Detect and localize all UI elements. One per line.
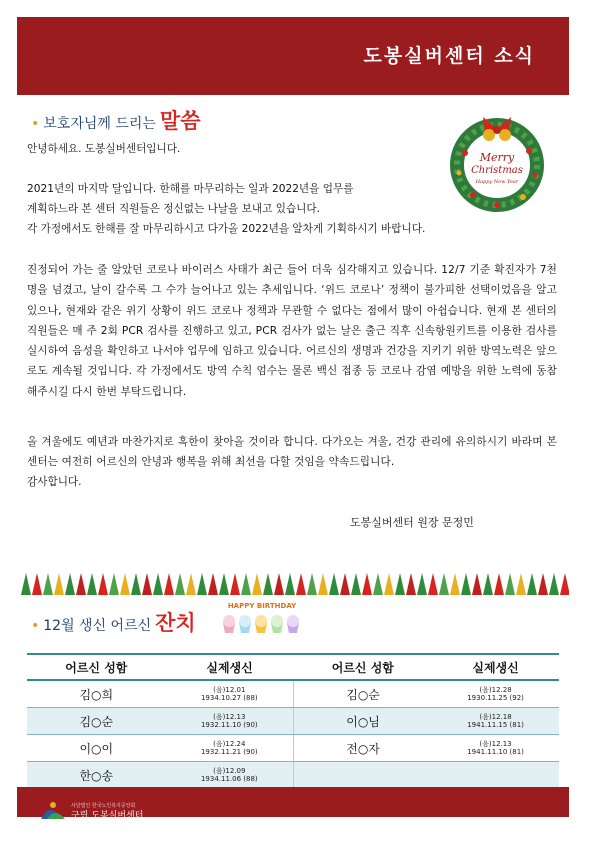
- center-logo: [39, 797, 169, 823]
- elder-name: 한○송: [27, 762, 166, 789]
- bullet-icon: •: [31, 116, 40, 132]
- elder-name: 김○희: [27, 680, 166, 708]
- letter-paragraph-3: 진정되어 가는 줄 알았던 코로나 바이러스 사태가 최근 들어 더욱 심각해지고 있습니다. 12/7 기준 확진자가 7천명을 넘겼고, 날이 갈수록 그 수가 늘어나고 있는 추세입니다. ‘위드 코로나’ 정책이 불가피한 선택이었음을 알고 있으나, 현재와 같은 위기 상황이 위드 코로나 정책과 무관할 수 없다는 점에서 많이 아쉽습니다. 현재 본 센터의 직원들은 매 주 2회 PCR 검사를 진행하고 있고, PCR 검사가 없는 날은 출근 직후 신속항원키트를 이용한 검사를 실시하여 음성을 확인하고 나서야 업무에 임하고 있습니다. 어르신의 생명과 건강을 지키기 위한 방역노력은 앞으로도 계속될 것입니다. 각 가정에서도 방역 수칙 엄수는 물론 백신 접종 등 코로나 감염 예방을 위한 노력에 동참해주시길 다시 한번 부탁드립니다.: [27, 264, 557, 398]
- tree-icon: [109, 573, 119, 595]
- letter-paragraph-2a: 2021년의 마지막 달입니다. 한해를 마무리하는 일과 2022년을 업무를: [27, 183, 354, 195]
- tree-icon: [538, 573, 548, 595]
- table-row: [27, 680, 559, 708]
- header-banner: [17, 17, 569, 95]
- birth-date: (음)12.13 1932.11.10 (90): [166, 708, 294, 735]
- birthday-cupcakes-icon: [217, 599, 307, 639]
- tree-icon: [483, 573, 493, 595]
- tree-icon: [450, 573, 460, 595]
- tree-icon: [43, 573, 53, 595]
- elder-name: 김○순: [27, 708, 166, 735]
- letter-paragraph-5: 감사합니다.: [27, 476, 82, 488]
- tree-icon: [351, 573, 361, 595]
- greeting-heading: [31, 105, 201, 135]
- letter-paragraph-2b: 계획하느라 본 센터 직원들은 정신없는 나날을 보내고 있습니다.: [27, 203, 321, 215]
- birth-date: (음)12.09 1934.11.06 (88): [166, 762, 294, 789]
- tree-icon: [395, 573, 405, 595]
- tree-icon: [340, 573, 350, 595]
- tree-icon: [153, 573, 163, 595]
- birthday-heading-prefix: 12월 생신 어르신: [43, 618, 152, 634]
- tree-icon: [54, 573, 64, 595]
- tree-icon: [439, 573, 449, 595]
- greeting-heading-main: 말씀: [159, 109, 201, 133]
- tree-icon: [274, 573, 284, 595]
- logo-text: 구립 도봉실버센터: [71, 811, 144, 821]
- tree-icon: [472, 573, 482, 595]
- tree-icon: [285, 573, 295, 595]
- tree-icon: [131, 573, 141, 595]
- column-header: 실제생신: [166, 654, 294, 680]
- christmas-wreath-icon: [443, 103, 551, 217]
- logo-small-text: 사단법인 한국노인복지중앙회: [71, 803, 136, 809]
- elder-name: 이○님: [294, 708, 433, 735]
- column-header: 어르신 성함: [27, 654, 166, 680]
- tree-icon: [21, 573, 31, 595]
- birthday-heading-main: 잔치: [155, 611, 196, 635]
- tree-icon: [318, 573, 328, 595]
- birth-date: (음)12.13 1941.11.10 (81): [432, 735, 559, 762]
- letter-paragraph-2c: 각 가정에서도 한해를 잘 마무리하시고 다가올 2022년을 알차게 기획하시기 바랍니다.: [27, 223, 426, 235]
- elder-name: 김○순: [294, 680, 433, 708]
- table-row: [27, 735, 559, 762]
- tree-icon: [461, 573, 471, 595]
- tree-icon: [560, 573, 569, 595]
- birth-date: (음)12.01 1934.10.27 (88): [166, 680, 294, 708]
- tree-icon: [373, 573, 383, 595]
- tree-icon: [428, 573, 438, 595]
- tree-icon: [142, 573, 152, 595]
- newsletter-page: [17, 17, 569, 821]
- greeting-heading-prefix: 보호자님께 드리는: [43, 116, 156, 132]
- birth-date: (음)12.24 1932.11.21 (90): [166, 735, 294, 762]
- tree-icon: [197, 573, 207, 595]
- tree-icon: [186, 573, 196, 595]
- column-header: 실제생신: [432, 654, 559, 680]
- christmas-tree-border: [17, 569, 569, 601]
- birthday-banner-text: HAPPY BIRTHDAY: [227, 602, 297, 610]
- signature: 도봉실버센터 원장 문정민: [350, 516, 474, 529]
- tree-icon: [208, 573, 218, 595]
- tree-icon: [296, 573, 306, 595]
- tree-icon: [527, 573, 537, 595]
- tree-icon: [164, 573, 174, 595]
- tree-icon: [32, 573, 42, 595]
- wreath-text-1: Merry: [479, 151, 515, 164]
- tree-icon: [263, 573, 273, 595]
- tree-icon: [417, 573, 427, 595]
- elder-name: 이○이: [27, 735, 166, 762]
- table-header-row: [27, 654, 559, 680]
- tree-icon: [120, 573, 130, 595]
- letter-paragraph-1: 안녕하세요. 도봉실버센터입니다.: [27, 143, 181, 155]
- birthday-heading: [31, 607, 196, 637]
- wreath-text-3: Happy New Year: [475, 179, 519, 185]
- tree-icon: [219, 573, 229, 595]
- page-title: 도봉실버센터 소식: [363, 45, 535, 67]
- tree-icon: [406, 573, 416, 595]
- tree-icon: [65, 573, 75, 595]
- tree-icon: [87, 573, 97, 595]
- letter-paragraph-4: 올 겨울에도 예년과 마찬가지로 혹한이 찾아올 것이라 합니다. 다가오는 겨울, 건강 관리에 유의하시기 바라며 본 센터는 여전히 어르신의 안녕과 행복을 위해 최선을 다할 것임을 약속드립니다.: [27, 436, 557, 469]
- tree-icon: [175, 573, 185, 595]
- tree-icon: [329, 573, 339, 595]
- birthday-table: [27, 653, 559, 789]
- tree-icon: [230, 573, 240, 595]
- tree-icon: [494, 573, 504, 595]
- birth-date: (음)12.28 1930.11.25 (92): [432, 680, 559, 708]
- tree-icon: [241, 573, 251, 595]
- table-row: [27, 708, 559, 735]
- birth-date: [432, 762, 559, 789]
- wreath-text-2: Christmas: [471, 165, 523, 176]
- tree-icon: [362, 573, 372, 595]
- tree-icon: [549, 573, 559, 595]
- bullet-icon: •: [31, 618, 40, 634]
- tree-icon: [384, 573, 394, 595]
- tree-icon: [76, 573, 86, 595]
- tree-icon: [307, 573, 317, 595]
- tree-icon: [516, 573, 526, 595]
- tree-icon: [252, 573, 262, 595]
- elder-name: 전○자: [294, 735, 433, 762]
- elder-name: [294, 762, 433, 789]
- column-header: 어르신 성함: [294, 654, 433, 680]
- birth-date: (음)12.18 1941.11.15 (81): [432, 708, 559, 735]
- table-row: [27, 762, 559, 789]
- tree-icon: [98, 573, 108, 595]
- tree-icon: [505, 573, 515, 595]
